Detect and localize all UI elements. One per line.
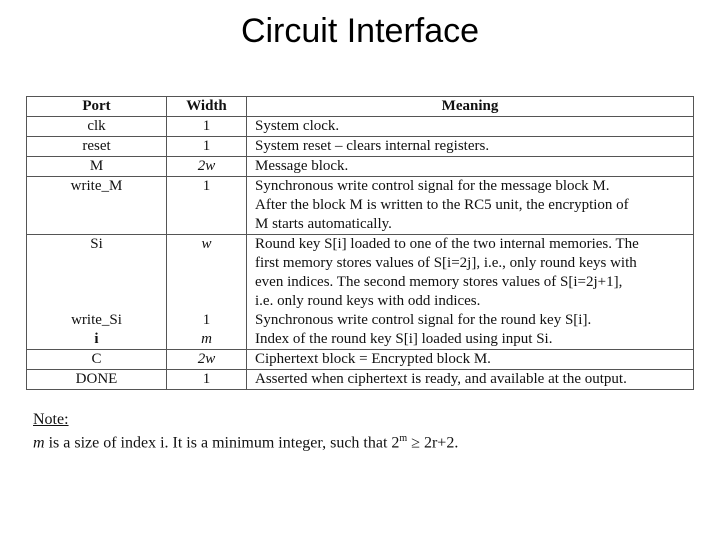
table-row	[27, 311, 694, 330]
note-tail: ≥ 2r+2.	[407, 434, 459, 452]
width-header: Width	[167, 97, 247, 117]
width-cell: 2w	[167, 350, 247, 370]
meaning-cell: System clock.	[247, 117, 694, 137]
note-block	[33, 410, 458, 452]
slide-title: Circuit Interface	[240, 12, 480, 50]
meaning-cell: Index of the round key S[i] loaded using input Si.	[247, 330, 694, 350]
note-variable: m	[33, 434, 45, 452]
width-cell: 1	[167, 177, 247, 235]
table-row	[27, 350, 694, 370]
meaning-line: Synchronous write control signal for the message block M.	[255, 178, 610, 194]
note-text	[33, 429, 458, 452]
port-cell: DONE	[27, 370, 167, 390]
width-cell: 1	[167, 311, 247, 330]
port-header: Port	[27, 97, 167, 117]
meaning-line: first memory stores values of S[i=2j], i.e., only round keys with	[255, 255, 637, 271]
note-label: Note:	[33, 411, 69, 428]
table-row	[27, 235, 694, 312]
meaning-cell	[247, 177, 694, 235]
port-cell: C	[27, 350, 167, 370]
port-cell: reset	[27, 137, 167, 157]
table-row	[27, 370, 694, 390]
port-cell: Si	[27, 235, 167, 312]
port-cell: write_Si	[27, 311, 167, 330]
meaning-line: M starts automatically.	[255, 216, 392, 232]
meaning-line: After the block M is written to the RC5 unit, the encryption of	[255, 197, 629, 213]
table-row	[27, 137, 694, 157]
width-cell: 1	[167, 117, 247, 137]
width-cell: 1	[167, 137, 247, 157]
port-cell: clk	[27, 117, 167, 137]
width-cell: 2w	[167, 157, 247, 177]
meaning-header: Meaning	[247, 97, 694, 117]
meaning-cell: System reset – clears internal registers.	[247, 137, 694, 157]
table-row	[27, 117, 694, 137]
table-row	[27, 330, 694, 350]
note-exponent: m	[399, 433, 408, 444]
meaning-cell	[247, 235, 694, 312]
width-cell: w	[167, 235, 247, 312]
width-cell: 1	[167, 370, 247, 390]
table-row	[27, 157, 694, 177]
meaning-line: i.e. only round keys with odd indices.	[255, 293, 481, 309]
meaning-cell: Ciphertext block = Encrypted block M.	[247, 350, 694, 370]
port-cell: M	[27, 157, 167, 177]
meaning-cell: Message block.	[247, 157, 694, 177]
interface-table	[26, 96, 694, 390]
port-cell: i	[27, 330, 167, 350]
meaning-line: even indices. The second memory stores values of S[i=2j+1],	[255, 274, 623, 290]
note-body: is a size of index i. It is a minimum integer, such that 2	[44, 434, 400, 452]
width-cell: m	[167, 330, 247, 350]
meaning-line: Round key S[i] loaded to one of the two internal memories. The	[255, 236, 639, 252]
meaning-cell: Synchronous write control signal for the round key S[i].	[247, 311, 694, 330]
meaning-cell: Asserted when ciphertext is ready, and available at the output.	[247, 370, 694, 390]
table-row	[27, 177, 694, 235]
table-header-row	[27, 97, 694, 117]
port-cell: write_M	[27, 177, 167, 235]
